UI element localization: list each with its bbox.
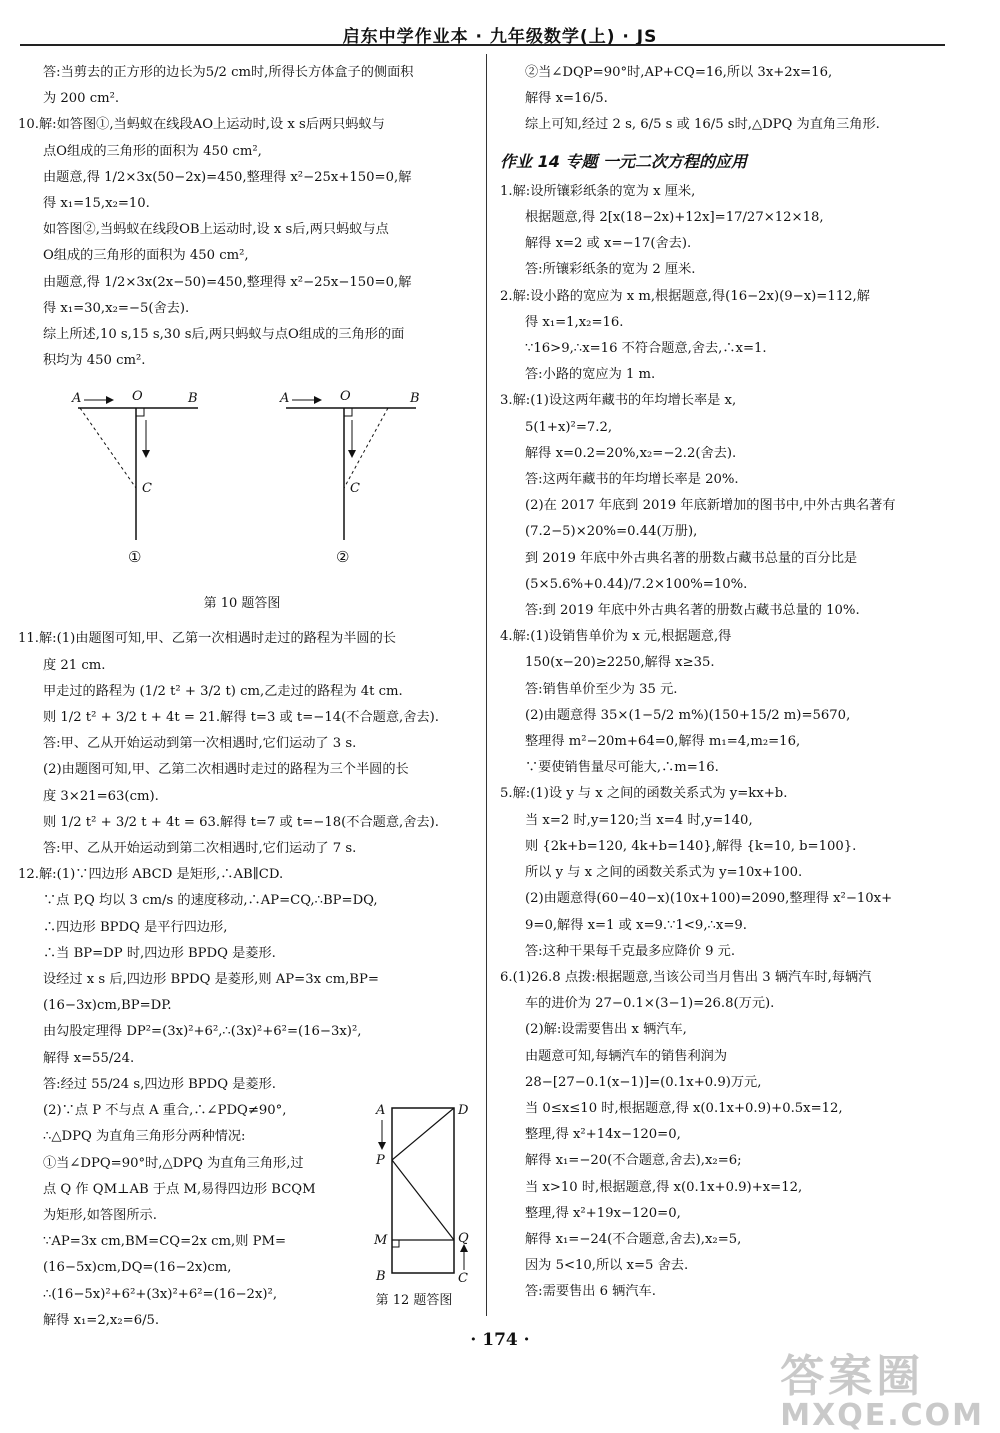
text-line: 点 Q 作 QM⊥AB 于点 M,易得四边形 BCQM [43,1181,316,1197]
text-line: 1.解:设所镶彩纸条的宽为 x 厘米, [500,183,696,199]
text-line: 到 2019 年底中外古典名著的册数占藏书总量的百分比是 [525,550,858,566]
text-line: 2.解:设小路的宽应为 x m,根据题意,得(16−2x)(9−x)=112,解 [500,288,870,304]
figure-12-label: A [376,1103,386,1118]
figure-12-label: M [374,1233,388,1248]
text-line: (2)由题图可知,甲、乙第二次相遇时走过的路程为三个半圆的长 [43,762,409,778]
figure-10 [18,380,466,620]
text-line: 车的进价为 27−0.1×(3−1)=26.8(万元). [525,996,775,1012]
text-line: 解得 x=16/5. [525,91,608,107]
text-line: 12.解:(1)∵四边形 ABCD 是矩形,∴AB∥CD. [18,867,284,883]
text-line: 为矩形,如答图所示. [43,1207,157,1223]
right-column [500,60,948,1306]
text-line: 答:经过 55/24 s,四边形 BPDQ 是菱形. [43,1076,277,1092]
header-rule [20,44,945,46]
text-line: 综上可知,经过 2 s, 6/5 s 或 16/5 s时,△DPQ 为直角三角形. [525,117,880,133]
figure-10-caption: 第 10 题答图 [203,595,281,611]
text-line: 答:到 2019 年底中外古典名著的册数占藏书总量的 10%. [525,603,860,619]
text-line: 11.解:(1)由题图可知,甲、乙第一次相遇时走过的路程为半圆的长 [18,631,396,647]
text-line: ∴四边形 BPDQ 是平行四边形, [43,919,228,935]
text-line: 答:当剪去的正方形的边长为5/2 cm时,所得长方体盒子的侧面积 [43,65,414,80]
text-line: 答:甲、乙从开始运动到第一次相遇时,它们运动了 3 s. [43,736,357,752]
figure-10-label: C [142,481,152,497]
text-line: 9=0,解得 x=1 或 x=9.∵1<9,∴x=9. [525,917,747,933]
text-line: 答:所镶彩纸条的宽为 2 厘米. [525,262,696,278]
text-line: ∴(16−5x)²+6²+(3x)²+6²=(16−2x)², [43,1286,278,1302]
text-line: O组成的三角形的面积为 450 cm², [43,248,249,264]
text-line: 则 1/2 t² + 3/2 t + 4t = 63.解得 t=7 或 t=−18(不合题意,舍去). [43,814,439,830]
column-divider [486,54,487,1316]
text-line: (2)在 2017 年底到 2019 年底新增加的图书中,中外古典名著有 [525,498,896,514]
text-line: 5(1+x)²=7.2, [525,419,613,435]
text-line: ②当∠DQP=90°时,AP+CQ=16,所以 3x+2x=16, [525,65,833,80]
text-line: 解得 x₁=2,x₂=6/5. [43,1312,160,1328]
figure-10-label: A [72,391,82,407]
figure-10-number: ② [336,548,350,567]
text-line: 因为 5<10,所以 x=5 舍去. [525,1258,689,1274]
figure-10-diagram [18,380,466,580]
text-line: (2)由题意得 35×(1−5/2 m%)(150+15/2 m)=5670, [525,707,851,723]
figure-10-label: A [280,391,290,407]
text-line: 答:这种干果每千克最多应降价 9 元. [525,943,736,959]
text-line: 解得 x=55/24. [43,1050,135,1066]
text-line: 解得 x₁=−20(不合题意,舍去),x₂=6; [525,1153,742,1169]
figure-12-label: B [376,1269,386,1284]
text-line: 由题意,得 1/2×3x(2x−50)=450,整理得 x²−25x−150=0,解 [43,274,412,290]
text-line: (2)解:设需要售出 x 辆汽车, [525,1022,687,1038]
text-line: 得 x₁=1,x₂=16. [525,314,624,330]
text-line: 则 1/2 t² + 3/2 t + 4t = 21.解得 t=3 或 t=−14(不合题意,舍去). [43,710,439,726]
text-line: ∵点 P,Q 均以 3 cm/s 的速度移动,∴AP=CQ,∴BP=DQ, [43,893,378,909]
text-line: 为 200 cm². [43,91,120,107]
text-line: (5×5.6%+0.44)/7.2×100%=10%. [525,576,748,592]
figure-10-label: O [340,389,351,405]
text-line: 积均为 450 cm². [43,353,146,369]
text-line: (2)由题意得(60−40−x)(10x+100)=2090,整理得 x²−10x+ [525,891,893,907]
text-line: 整理,得 x²+19x−120=0, [525,1205,681,1221]
text-line: 当 x>10 时,根据题意,得 x(0.1x+0.9)+x=12, [525,1179,803,1195]
text-line: ∵要使销售量尽可能大,∴m=16. [525,760,719,776]
figure-10-number: ① [128,548,142,567]
text-line: 答:小路的宽应为 1 m. [525,367,656,383]
text-line: 得 x₁=15,x₂=10. [43,196,150,212]
text-line: 3.解:(1)设这两年藏书的年均增长率是 x, [500,393,737,409]
figure-12-label: C [458,1271,468,1285]
figure-10-label: C [350,481,360,497]
section-title: 作业 14 专题 一元二次方程的应用 [500,151,747,171]
text-line: (7.2−5)×20%=0.44(万册), [525,524,698,540]
text-line: 则 {2k+b=120, 4k+b=140},解得 {k=10, b=100}. [525,838,857,854]
text-line: 4.解:(1)设销售单价为 x 元,根据题意,得 [500,629,732,645]
text-line: ∴△DPQ 为直角三角形分两种情况: [43,1129,246,1145]
text-line: 150(x−20)≥2250,解得 x≥35. [525,655,715,671]
text-line: 得 x₁=30,x₂=−5(舍去). [43,300,190,316]
figure-12-label: Q [458,1231,469,1246]
watermark-url: MXQE.COM [780,1398,984,1433]
text-line: 整理,得 x²+14x−120=0, [525,1127,681,1143]
watermark-logo [780,1340,984,1433]
text-line: 综上所述,10 s,15 s,30 s后,两只蚂蚁与点O组成的三角形的面 [43,327,405,343]
text-line: 由勾股定理得 DP²=(3x)²+6²,∴(3x)²+6²=(16−3x)², [43,1024,362,1040]
text-line: ∴当 BP=DP 时,四边形 BPDQ 是菱形. [43,945,276,961]
text-line: 10.解:如答图①,当蚂蚁在线段AO上运动时,设 x s后两只蚂蚁与 [18,117,385,133]
text-line: 由题意,得 1/2×3x(50−2x)=450,整理得 x²−25x+150=0,解 [43,169,412,185]
text-line: 5.解:(1)设 y 与 x 之间的函数关系式为 y=kx+b. [500,786,788,802]
text-line: (16−5x)cm,DQ=(16−2x)cm, [43,1260,232,1276]
text-line: 度 21 cm. [43,657,106,673]
text-line: 由题意可知,每辆汽车的销售利润为 [525,1048,728,1064]
text-line: 答:这两年藏书的年均增长率是 20%. [525,472,739,488]
text-line: ∵AP=3x cm,BM=CQ=2x cm,则 PM= [43,1234,287,1250]
text-line: 答:甲、乙从开始运动到第二次相遇时,它们运动了 7 s. [43,841,357,857]
text-line: 甲走过的路程为 (1/2 t² + 3/2 t) cm,乙走过的路程为 4t cm. [43,683,403,699]
text-line: ①当∠DPQ=90°时,△DPQ 为直角三角形,过 [43,1155,304,1171]
text-line: 解得 x=2 或 x=−17(舍去). [525,236,692,252]
figure-12-label: P [376,1153,385,1168]
text-line: 所以 y 与 x 之间的函数关系式为 y=10x+100. [525,865,803,881]
watermark-text: 答案圈 [780,1351,925,1402]
text-line: (2)∵点 P 不与点 A 重合,∴∠PDQ≠90°, [43,1103,287,1119]
figure-12-diagram [354,1100,474,1285]
figure-10-label: B [188,391,198,407]
figure-10-label: B [410,391,420,407]
figure-10-label: O [132,389,143,405]
page-header: 启东中学作业本 · 九年级数学(上) · JS [342,27,658,47]
page-number: · 174 · [470,1330,530,1350]
text-line: 答:销售单价至少为 35 元. [525,681,678,697]
figure-12 [354,1100,474,1308]
text-line: 当 x=2 时,y=120;当 x=4 时,y=140, [525,812,753,828]
text-line: 答:需要售出 6 辆汽车. [525,1284,656,1300]
text-line: 根据题意,得 2[x(18−2x)+12x]=17/27×12×18, [525,210,824,226]
text-line: 如答图②,当蚂蚁在线段OB上运动时,设 x s后,两只蚂蚁与点 [43,222,389,238]
text-line: 整理得 m²−20m+64=0,解得 m₁=4,m₂=16, [525,734,801,750]
text-line: 当 0≤x≤10 时,根据题意,得 x(0.1x+0.9)+0.5x=12, [525,1100,843,1116]
text-line: 解得 x₁=−24(不合题意,舍去),x₂=5, [525,1231,742,1247]
figure-12-caption: 第 12 题答图 [375,1293,453,1308]
text-line: 度 3×21=63(cm). [43,788,159,804]
text-line: 点O组成的三角形的面积为 450 cm², [43,143,262,159]
text-line: 6.(1)26.8 点拨:根据题意,当该公司当月售出 3 辆汽车时,每辆汽 [500,969,872,985]
text-line: 28−[27−0.1(x−1)]=(0.1x+0.9)万元, [525,1074,762,1090]
text-line: 设经过 x s 后,四边形 BPDQ 是菱形,则 AP=3x cm,BP= [43,972,379,988]
text-line: 解得 x=0.2=20%,x₂=−2.2(舍去). [525,445,737,461]
text-line: (16−3x)cm,BP=DP. [43,998,172,1014]
text-line: ∵16>9,∴x=16 不符合题意,舍去,∴x=1. [525,341,767,357]
figure-12-label: D [458,1103,469,1118]
